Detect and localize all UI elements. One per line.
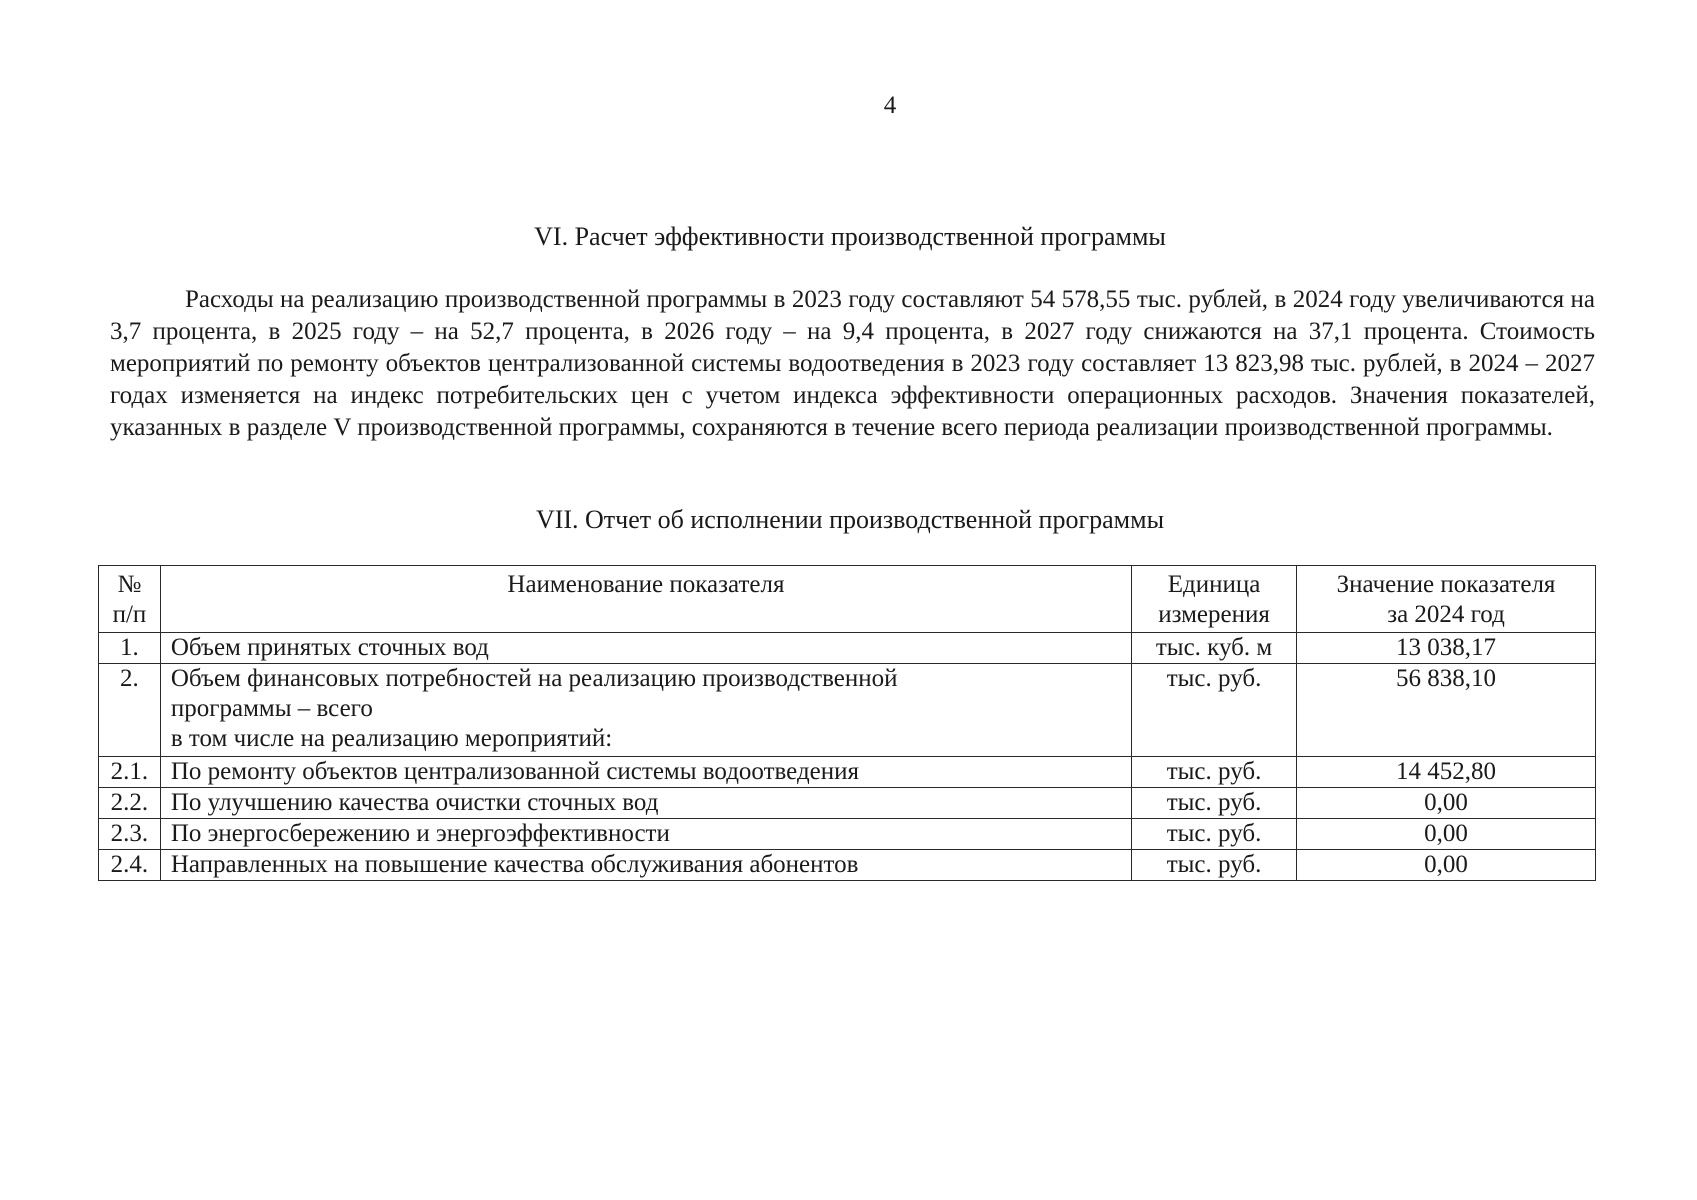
table-row <box>99 788 1596 819</box>
row-num: 2.4. <box>99 850 161 881</box>
row-name: Направленных на повышение качества обслуживания абонентов <box>160 850 1131 881</box>
row-unit: тыс. руб. <box>1132 819 1297 850</box>
row-value: 0,00 <box>1297 850 1596 881</box>
row-name: Объем финансовых потребностей на реализацию производственной программы – всего в том числе на реализацию мероприятий: <box>160 664 1131 757</box>
page-number: 4 <box>883 92 897 119</box>
row-name: Объем принятых сточных вод <box>160 633 1131 664</box>
row-name: По улучшению качества очистки сточных вод <box>160 788 1131 819</box>
row-value: 56 838,10 <box>1297 664 1596 757</box>
row-unit: тыс. руб. <box>1132 757 1297 788</box>
row-num: 2.2. <box>99 788 161 819</box>
report-table <box>98 565 1596 881</box>
row-value: 14 452,80 <box>1297 757 1596 788</box>
section-6-paragraph: Расходы на реализацию производственной программы в 2023 году составляют 54 578,55 тыс. рублей, в 2024 году увеличиваются на 3,7 процента, в 2025 году – на 52,7 процента, в 2026 году – на 9,4 процента, в 2027 году снижаются на 37,1 процента. Стоимость мероприятий по ремонту объектов централизованной системы водоотведения в 2023 году составляет 13 823,98 тыс. рублей, в 2024 – 2027 годах изменяется на индекс потребительских цен с учетом индекса эффективности операционных расходов. Значения показателей, указанных в разделе V производственной программы, сохраняются в течение всего периода реализации производственной программы. <box>110 286 1595 441</box>
row-num: 1. <box>99 633 161 664</box>
header-num: № п/п <box>99 566 161 633</box>
table-row <box>99 664 1596 757</box>
header-name: Наименование показателя <box>160 566 1131 633</box>
row-unit: тыс. куб. м <box>1132 633 1297 664</box>
row-value: 0,00 <box>1297 819 1596 850</box>
table-header-row <box>99 566 1596 633</box>
header-value: Значение показателя за 2024 год <box>1297 566 1596 633</box>
row-value: 13 038,17 <box>1297 633 1596 664</box>
header-unit: Единица измерения <box>1132 566 1297 633</box>
table-row <box>99 850 1596 881</box>
row-num: 2. <box>99 664 161 757</box>
table-row <box>99 633 1596 664</box>
row-value: 0,00 <box>1297 788 1596 819</box>
section-7-heading: VII. Отчет об исполнении производственной программы <box>535 505 1165 534</box>
row-num: 2.3. <box>99 819 161 850</box>
row-unit: тыс. руб. <box>1132 850 1297 881</box>
row-unit: тыс. руб. <box>1132 788 1297 819</box>
row-unit: тыс. руб. <box>1132 664 1297 757</box>
section-6-heading: VI. Расчет эффективности производственной программы <box>534 222 1166 251</box>
table-row <box>99 819 1596 850</box>
table-row <box>99 757 1596 788</box>
row-name: По ремонту объектов централизованной системы водоотведения <box>160 757 1131 788</box>
row-name: По энергосбережению и энергоэффективности <box>160 819 1131 850</box>
row-num: 2.1. <box>99 757 161 788</box>
